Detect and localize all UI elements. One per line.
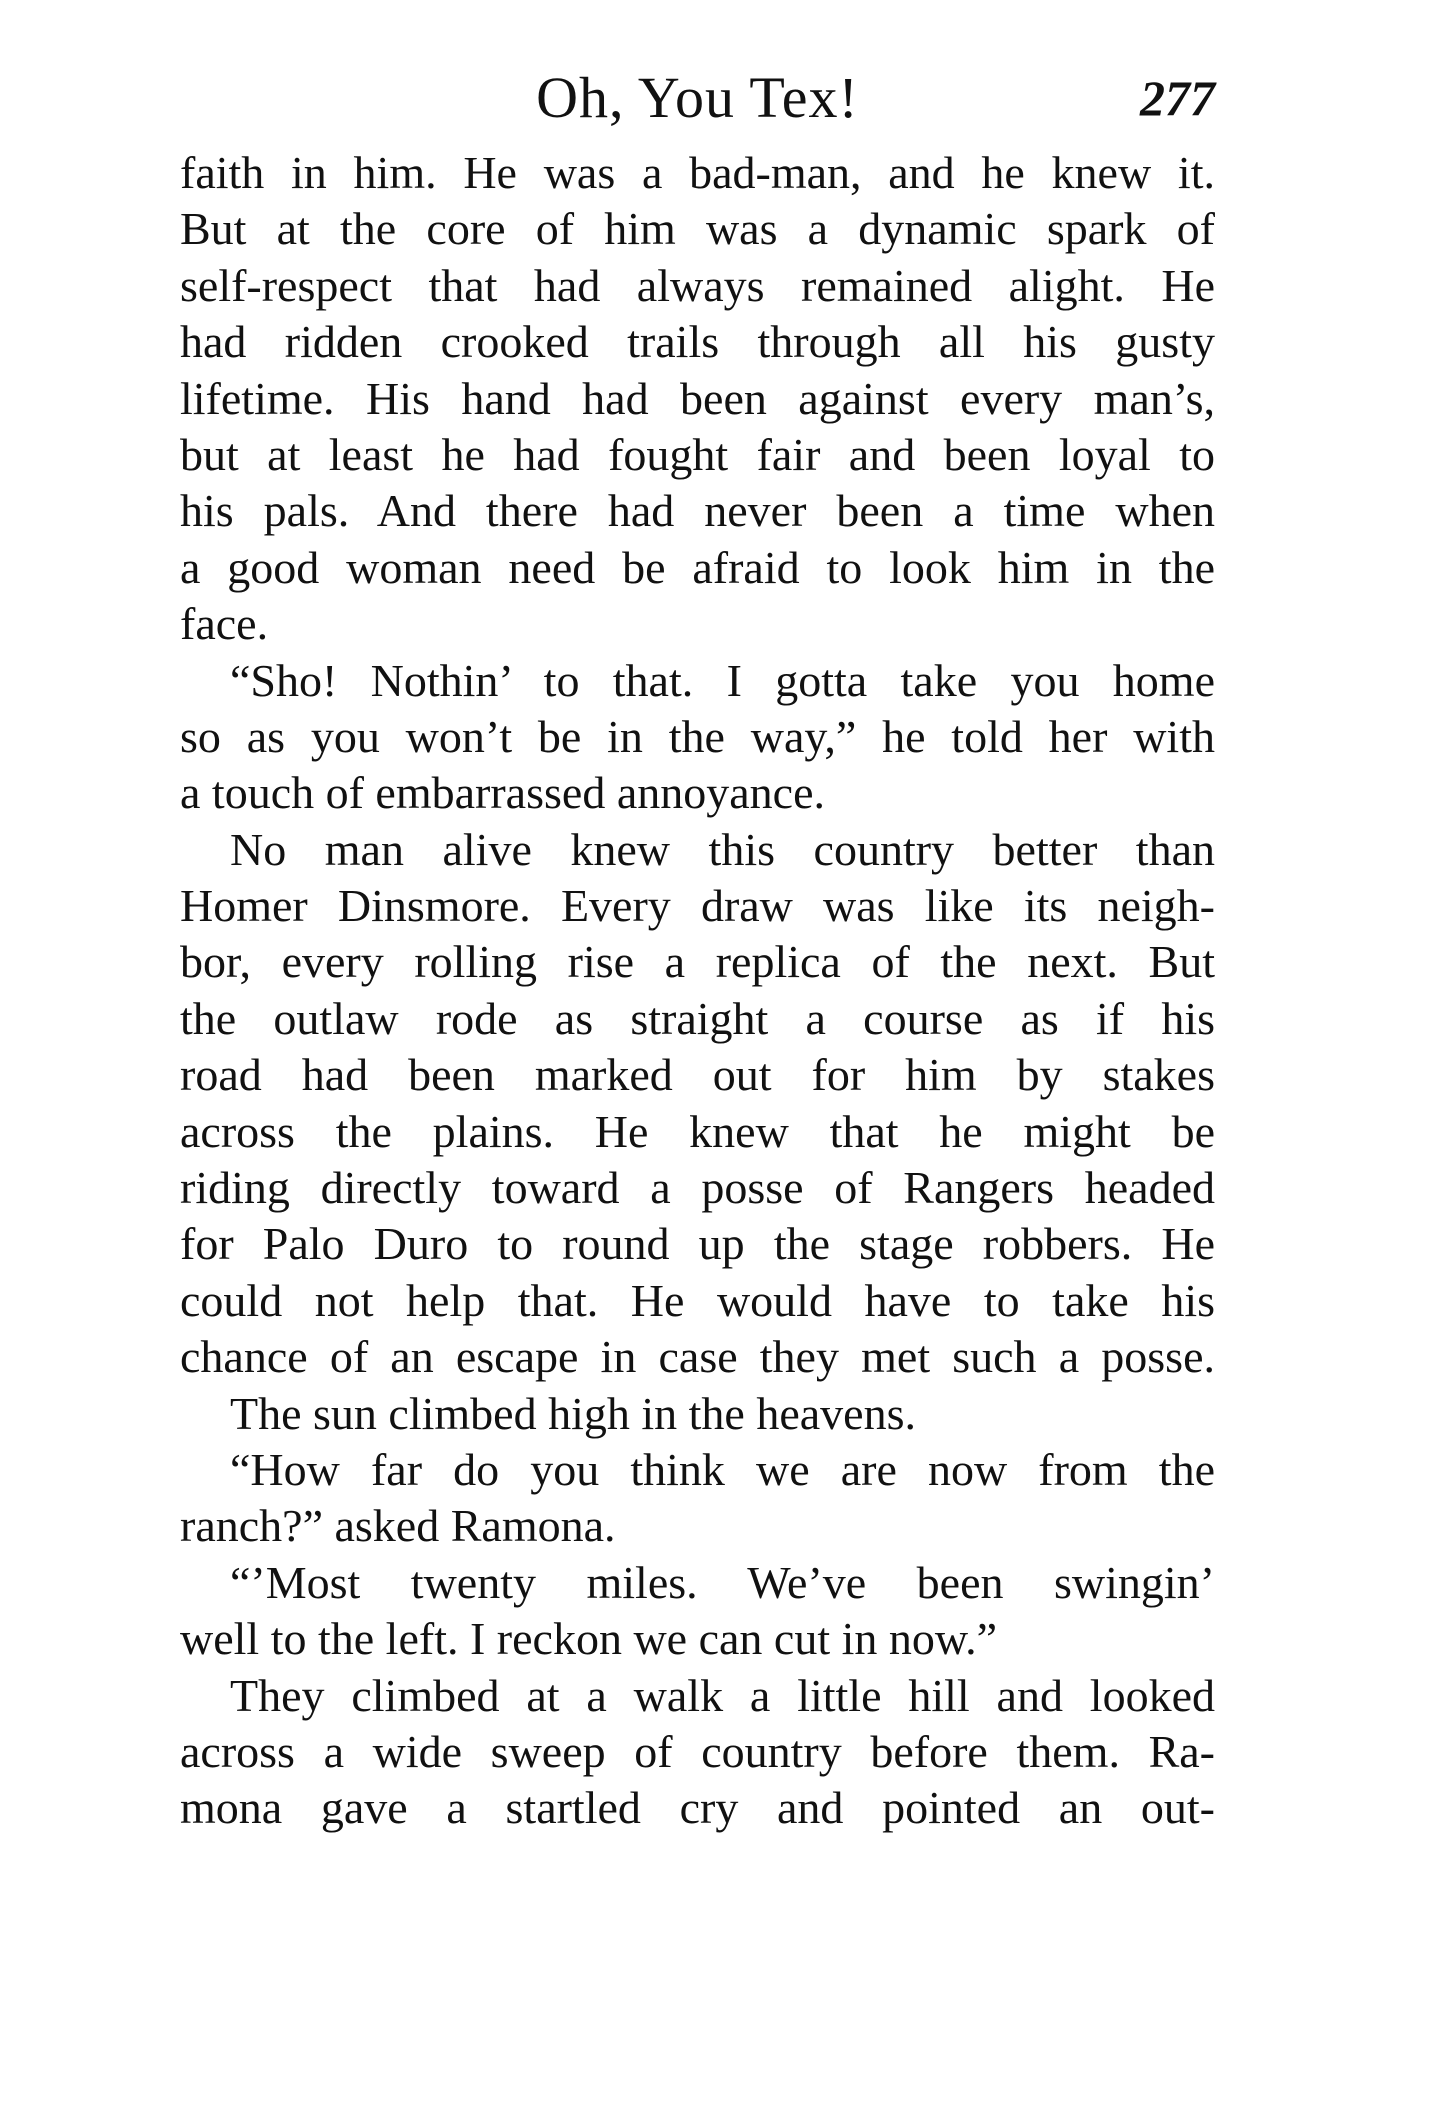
text-line: so as you won’t be in the way,” he told her with — [180, 710, 1215, 762]
text-line: No man alive knew this country better than — [230, 823, 1215, 875]
text-line: self-respect that had always remained alight. He — [180, 259, 1215, 311]
text-line: well to the left. I reckon we can cut in now.” — [180, 1613, 998, 1665]
text-line: his pals. And there had never been a time when — [180, 485, 1215, 537]
text-line: lifetime. His hand had been against every man’s, — [180, 372, 1215, 424]
text-line: Homer Dinsmore. Every draw was like its neigh- — [180, 880, 1215, 932]
text-line: ranch?” asked Ramona. — [180, 1500, 616, 1552]
text-line: road had been marked out for him by stakes — [180, 1049, 1215, 1101]
text-line: could not help that. He would have to take his — [180, 1274, 1215, 1326]
text-line: across the plains. He knew that he might be — [180, 1105, 1215, 1157]
text-line: “How far do you think we are now from the — [230, 1443, 1215, 1495]
text-line: for Palo Duro to round up the stage robbers. He — [180, 1218, 1215, 1270]
page-number: 277 — [1140, 70, 1215, 126]
text-line: face. — [180, 598, 269, 650]
text-line: the outlaw rode as straight a course as if his — [180, 992, 1215, 1044]
body-text — [180, 145, 1215, 1837]
running-head — [180, 58, 1215, 138]
text-line: but at least he had fought fair and been loyal to — [180, 428, 1215, 480]
text-line: faith in him. He was a bad-man, and he knew it. — [180, 147, 1215, 198]
text-line: had ridden crooked trails through all his gusty — [180, 316, 1215, 368]
text-line: a good woman need be afraid to look him in the — [180, 541, 1215, 593]
text-line: riding directly toward a posse of Rangers headed — [180, 1162, 1215, 1214]
text-line: “Sho! Nothin’ to that. I gotta take you home — [230, 654, 1215, 706]
text-line: across a wide sweep of country before them. Ra- — [180, 1725, 1215, 1777]
text-line: The sun climbed high in the heavens. — [230, 1387, 917, 1439]
text-line: chance of an escape in case they met such a posse. — [180, 1331, 1215, 1383]
text-line: “’Most twenty miles. We’ve been swingin’ — [230, 1556, 1215, 1608]
text-line: But at the core of him was a dynamic spark of — [180, 203, 1215, 255]
text-line: They climbed at a walk a little hill and looked — [230, 1669, 1215, 1721]
text-line: bor, every rolling rise a replica of the next. But — [180, 936, 1215, 988]
running-title: Oh, You Tex! — [536, 65, 859, 130]
text-line: a touch of embarrassed annoyance. — [180, 767, 825, 819]
text-line: mona gave a startled cry and pointed an out- — [180, 1782, 1215, 1834]
